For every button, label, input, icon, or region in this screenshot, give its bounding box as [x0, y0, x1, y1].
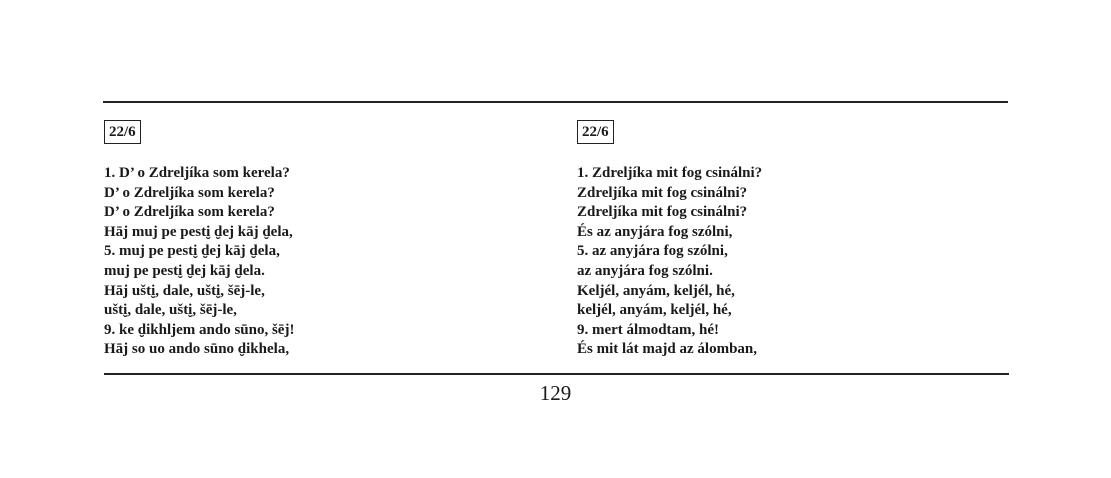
verse-line: 5. az anyjára fog szólni, [577, 243, 728, 260]
verse-line: Zdreljíka mit fog csinálni? [577, 184, 748, 201]
verse-line: Zdreljíka mit fog csinálni? [577, 204, 748, 221]
verse-line: És mit lát majd az álomban, [577, 341, 757, 358]
top-rule [103, 101, 1008, 103]
romani-verse-lines [104, 164, 544, 360]
page-number: 129 [539, 381, 572, 405]
hungarian-verse-lines [577, 164, 1007, 360]
verse-line: Keljél, anyám, keljél, hé, [577, 282, 735, 299]
verse-line: ušti̮, dale, ušti̮, šēj-le, [104, 302, 237, 319]
verse-line: D’ o Zdreljíka som kerela? [104, 204, 275, 221]
song-number-label: 22/6 [104, 120, 141, 144]
verse-line: 9. mert álmodtam, hé! [577, 321, 720, 338]
verse-line: Hāj muj pe pesti̮ d̮ej kāj d̮ela, [104, 223, 293, 240]
verse-line: az anyjára fog szólni. [577, 262, 713, 279]
song-number-label: 22/6 [577, 120, 614, 144]
bottom-rule [104, 373, 1009, 375]
verse-line: És az anyjára fog szólni, [577, 223, 733, 240]
verse-line: Hāj ušti̮, dale, ušti̮, šēj-le, [104, 282, 265, 299]
verse-line: 1. D’ o Zdreljíka som kerela? [104, 165, 290, 181]
verse-line: keljél, anyám, keljél, hé, [577, 302, 732, 319]
verse-line: D’ o Zdreljíka som kerela? [104, 184, 275, 201]
verse-line: 9. ke d̮ikhljem ando sūno, šēj! [104, 321, 295, 338]
verse-line: muj pe pesti̮ d̮ej kāj d̮ela. [104, 262, 265, 279]
romani-text-column [104, 120, 544, 360]
hungarian-text-column [577, 120, 1007, 360]
verse-line: 1. Zdreljíka mit fog csinálni? [577, 165, 763, 181]
verse-line: Hāj so uo ando sūno d̮ikhela, [104, 341, 290, 358]
verse-line: 5. muj pe pesti̮ d̮ej kāj d̮ela, [104, 243, 280, 260]
